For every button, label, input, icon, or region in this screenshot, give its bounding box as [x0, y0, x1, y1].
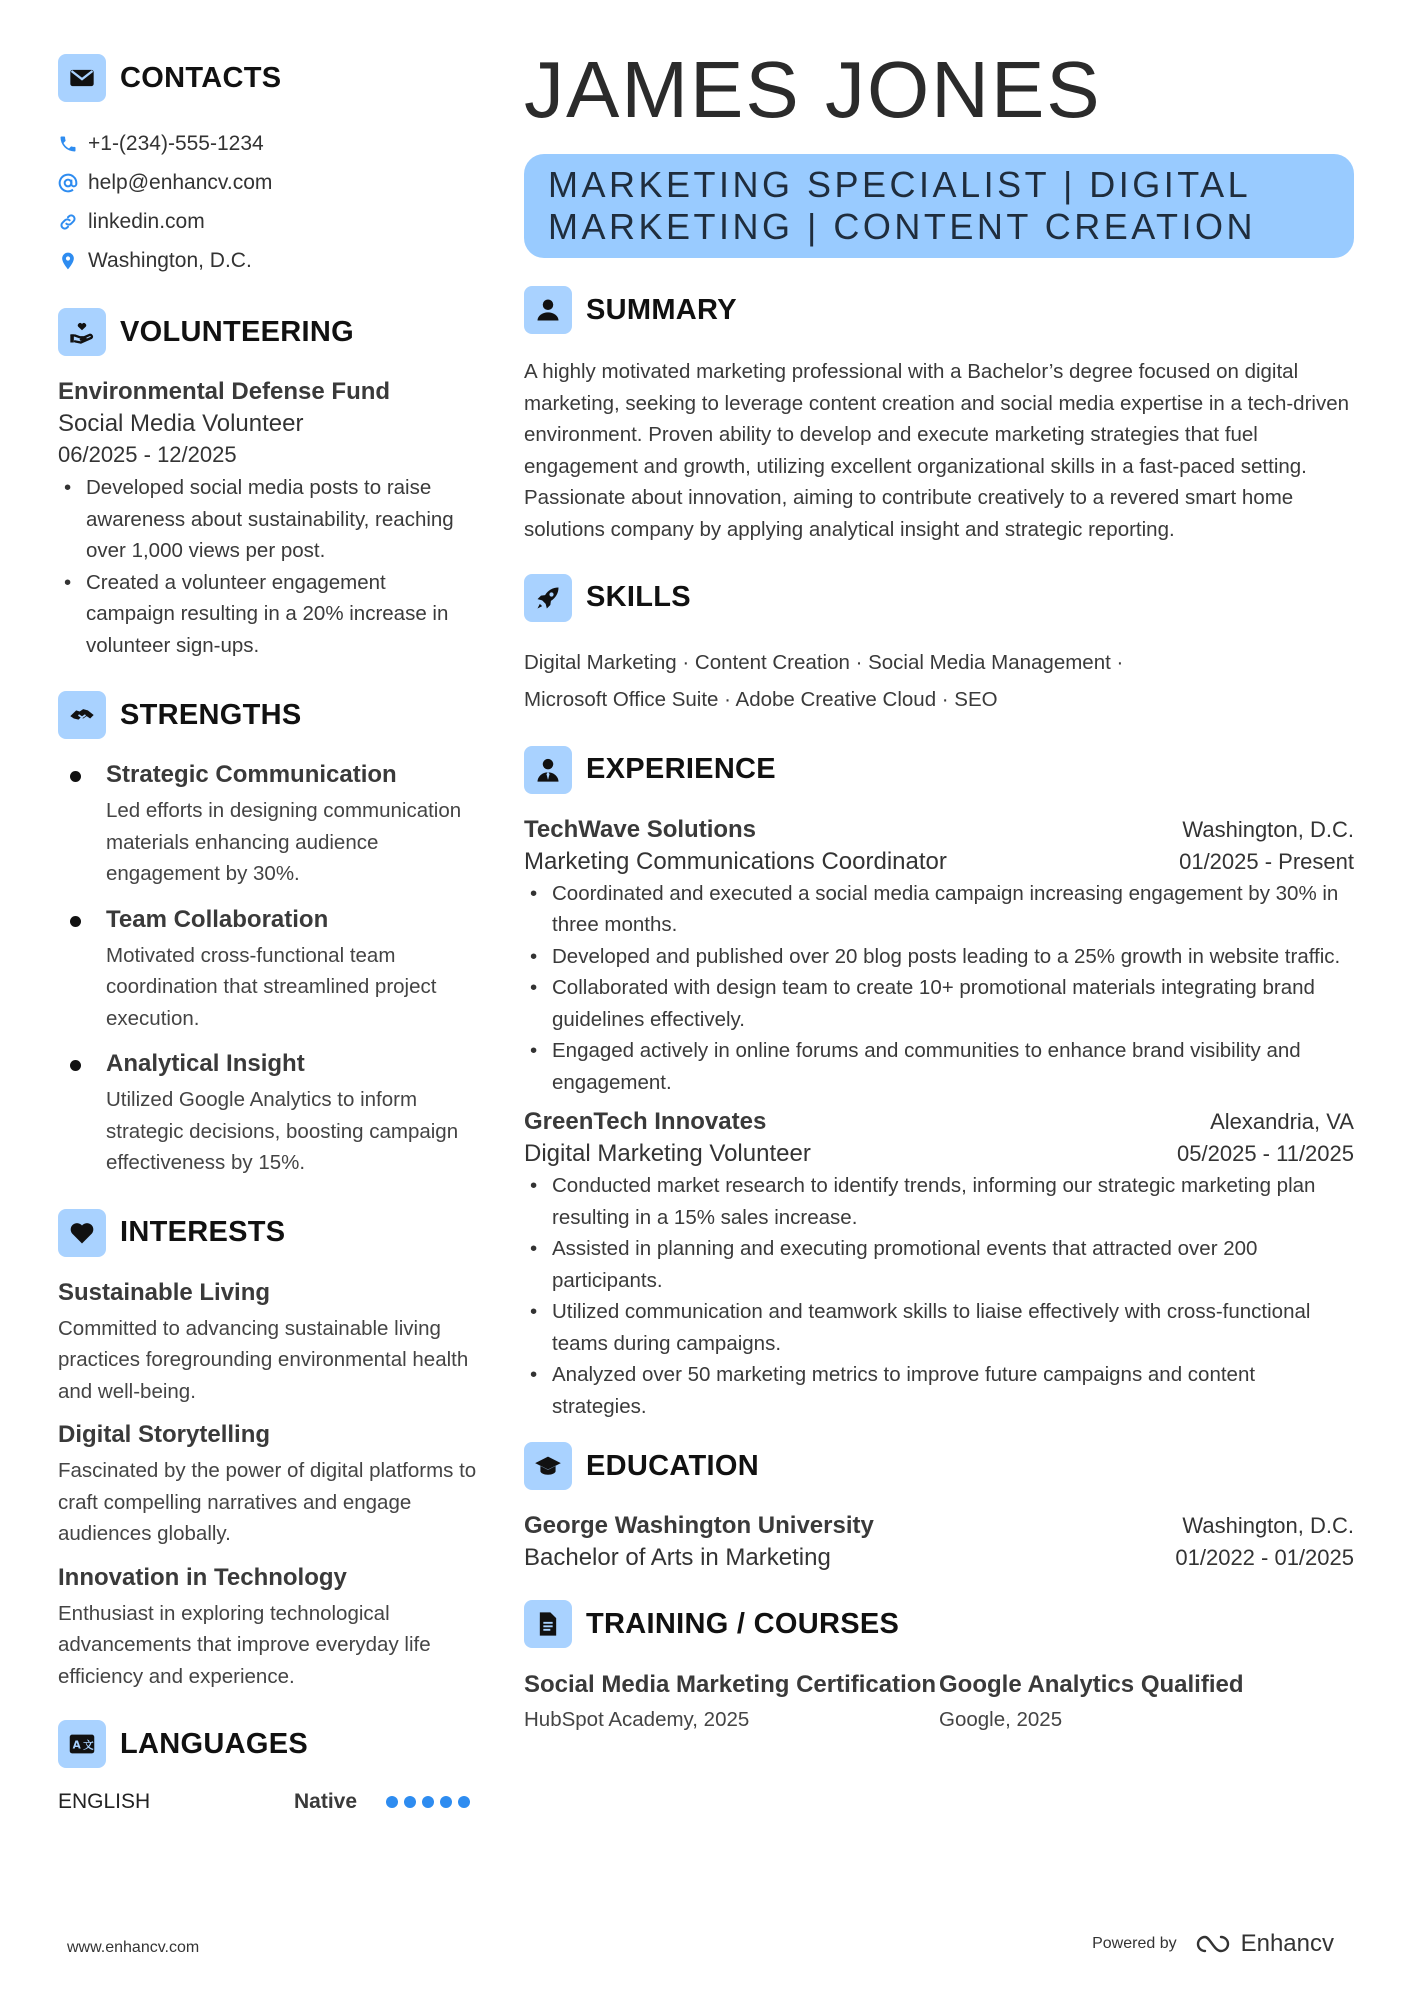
job-role: Marketing Communications Coordinator: [524, 847, 947, 875]
strength-desc: Led efforts in designing communication materials enhancing audience engagement by 30%.: [106, 799, 462, 885]
footer-website[interactable]: www.enhancv.com: [67, 1939, 200, 1956]
strength-title: Analytical Insight: [106, 1050, 305, 1077]
interest-title: Digital Storytelling: [58, 1421, 271, 1448]
contacts-section: [58, 54, 478, 280]
training-header: [524, 1600, 1354, 1648]
left-column: [58, 54, 478, 1840]
experience-entry: [524, 816, 1354, 1099]
enhancv-logo-icon: [1191, 1931, 1235, 1957]
interest-desc: Enthusiast in exploring technological advancements that improve everyday life efficiency and experience.: [58, 1601, 431, 1688]
job-role: Digital Marketing Volunteer: [524, 1140, 811, 1168]
job-location: Alexandria, VA: [1210, 1109, 1354, 1135]
proficiency-dot: [440, 1796, 452, 1808]
hand-heart-icon: [58, 308, 106, 356]
list-item: • Coordinated and executed a social media campaign increasing engagement by 30% in three months.: [524, 878, 1354, 941]
skills-list: [524, 644, 1354, 718]
section-title: SKILLS: [586, 581, 691, 614]
job-location: Washington, D.C.: [1182, 816, 1354, 842]
language-proficiency-dots: [386, 1796, 470, 1808]
strength-item: [58, 761, 478, 890]
strength-title: Strategic Communication: [106, 761, 397, 788]
location-text: Washington, D.C.: [88, 248, 252, 272]
brand-name: Enhancv: [1240, 1930, 1334, 1957]
document-icon: [524, 1600, 572, 1648]
contact-phone[interactable]: [58, 124, 478, 163]
section-title: INTERESTS: [120, 1216, 286, 1248]
svg-text:A: A: [72, 1739, 81, 1752]
degree: Bachelor of Arts in Marketing: [524, 1544, 831, 1572]
interest-item: [58, 1564, 478, 1693]
experience-row: [524, 1108, 1354, 1136]
strength-item: [58, 1050, 478, 1179]
svg-text:文: 文: [83, 1739, 94, 1752]
graduation-cap-icon: [524, 1442, 572, 1490]
section-title: EDUCATION: [586, 1449, 759, 1482]
list-item: • Collaborated with design team to create 10+ promotional materials integrating brand guidelines effectively.: [524, 972, 1354, 1035]
experience-section: [524, 746, 1354, 1423]
course-provider: HubSpot Academy, 2025: [524, 1708, 750, 1732]
phone-icon: [58, 134, 78, 154]
right-column: [524, 45, 1354, 1760]
handshake-icon: [58, 691, 106, 739]
company-name: GreenTech Innovates: [524, 1108, 767, 1136]
powered-by-label: Powered by: [1092, 1935, 1177, 1952]
user-icon: [524, 286, 572, 334]
skills-section: [524, 574, 1354, 718]
interest-desc: Committed to advancing sustainable living practices foregrounding environmental health and well-being.: [58, 1316, 469, 1403]
course-item: [524, 1670, 939, 1732]
bullet-dot: [70, 916, 81, 927]
volunteering-header: [58, 308, 478, 356]
education-dates: 01/2022 - 01/2025: [1175, 1545, 1354, 1571]
job-dates: 05/2025 - 11/2025: [1177, 1141, 1354, 1167]
volunteering-section: [58, 308, 478, 661]
section-title: CONTACTS: [120, 61, 282, 94]
proficiency-dot: [386, 1796, 398, 1808]
heart-icon: [58, 1209, 106, 1257]
bullet-dot: [70, 1060, 81, 1071]
linkedin-text: linkedin.com: [88, 209, 205, 233]
experience-header: [524, 746, 1354, 794]
email-text: help@enhancv.com: [88, 170, 273, 194]
skills-line: Microsoft Office Suite · Adobe Creative Cloud · SEO: [524, 687, 998, 711]
education-header: [524, 1442, 1354, 1490]
education-row: [524, 1512, 1354, 1540]
volunteer-role: Social Media Volunteer: [58, 410, 304, 437]
list-item: • Engaged actively in online forums and communities to enhance brand visibility and engagement.: [524, 1035, 1354, 1098]
proficiency-dot: [422, 1796, 434, 1808]
contact-email[interactable]: [58, 163, 478, 202]
volunteer-org: Environmental Defense Fund: [58, 378, 391, 405]
experience-row: [524, 848, 1354, 876]
summary-section: [524, 286, 1354, 546]
interest-desc: Fascinated by the power of digital platforms to craft compelling narratives and engage audiences globally.: [58, 1459, 477, 1545]
interests-section: [58, 1209, 478, 1693]
strength-title: Team Collaboration: [106, 905, 329, 933]
company-name: TechWave Solutions: [524, 815, 757, 843]
interest-title: Sustainable Living: [58, 1278, 271, 1306]
education-row: [524, 1544, 1354, 1572]
experience-entry: [524, 1108, 1354, 1422]
skills-line: Digital Marketing · Content Creation · Social Media Management ·: [524, 650, 1124, 674]
language-row: [58, 1790, 478, 1814]
interest-item: [58, 1279, 478, 1408]
section-title: TRAINING / COURSES: [586, 1607, 900, 1640]
proficiency-dot: [404, 1796, 416, 1808]
language-level: Native: [294, 1790, 358, 1813]
school-location: Washington, D.C.: [1182, 1513, 1354, 1539]
strength-desc: Utilized Google Analytics to inform strategic decisions, boosting campaign effectiveness by 15%.: [106, 1088, 459, 1174]
education-section: [524, 1442, 1354, 1572]
footer-branding[interactable]: [1092, 1930, 1334, 1958]
candidate-name: JAMES JONES: [524, 45, 1102, 134]
at-icon: [58, 173, 78, 193]
experience-row: [524, 816, 1354, 844]
volunteer-dates: 06/2025 - 12/2025: [58, 442, 237, 467]
interest-item: [58, 1421, 478, 1550]
interests-header: [58, 1209, 478, 1257]
section-title: VOLUNTEERING: [120, 315, 354, 348]
map-pin-icon: [58, 251, 78, 271]
course-list: [524, 1670, 1354, 1732]
summary-header: [524, 286, 1354, 334]
list-item: • Conducted market research to identify trends, informing our strategic marketing plan resulting in a 15% sales increase.: [524, 1170, 1354, 1233]
translate-icon: [58, 1720, 106, 1768]
section-title: EXPERIENCE: [586, 753, 776, 786]
section-title: LANGUAGES: [120, 1727, 308, 1760]
strength-desc: Motivated cross-functional team coordination that streamlined project execution.: [106, 943, 437, 1030]
experience-row: [524, 1140, 1354, 1168]
job-bullets: [524, 1170, 1354, 1422]
skills-header: [524, 574, 1354, 622]
list-item: • Utilized communication and teamwork skills to liaise effectively with cross-functional teams during campaigns.: [524, 1296, 1354, 1359]
strength-item: [58, 906, 478, 1035]
link-icon: [58, 212, 78, 232]
envelope-icon: [58, 54, 106, 102]
rocket-icon: [524, 574, 572, 622]
proficiency-dot: [458, 1796, 470, 1808]
language-name: ENGLISH: [58, 1790, 151, 1813]
contacts-header: [58, 54, 478, 102]
job-dates: 01/2025 - Present: [1179, 848, 1354, 874]
headline-banner: MARKETING SPECIALIST | DIGITAL MARKETING | CONTENT CREATION: [524, 154, 1354, 258]
school-name: George Washington University: [524, 1512, 874, 1540]
course-item: [939, 1670, 1354, 1732]
bullet-dot: [70, 771, 81, 782]
brand-logo: [1191, 1930, 1334, 1958]
volunteer-bullets: [58, 472, 478, 661]
section-title: SUMMARY: [586, 293, 737, 326]
strengths-section: [58, 691, 478, 1179]
languages-section: [58, 1720, 478, 1814]
job-bullets: [524, 878, 1354, 1099]
list-item: • Analyzed over 50 marketing metrics to improve future campaigns and content strategies.: [524, 1359, 1354, 1422]
summary-text: A highly motivated marketing professional with a Bachelor’s degree focused on digital marketing, seeking to leverage content creation and social media expertise in a tech-driven environment. Proven ability to develop and execute marketing strategies that fuel engagement and growth, utilizing excellent organizational skills in a fast-paced setting. Passionate about innovation, aiming to contribute creatively to a revered smart home solutions company by applying analytical insight and strategic reporting.: [524, 360, 1350, 541]
contact-location: [58, 241, 478, 280]
training-section: [524, 1600, 1354, 1732]
list-item: • Created a volunteer engagement campaign resulting in a 20% increase in volunteer sign-ups.: [58, 567, 478, 662]
person-tie-icon: [524, 746, 572, 794]
course-title: Social Media Marketing Certification: [524, 1671, 937, 1699]
course-provider: Google, 2025: [939, 1708, 1063, 1732]
course-title: Google Analytics Qualified: [939, 1671, 1244, 1699]
list-item: • Developed and published over 20 blog posts leading to a 25% growth in website traffic.: [524, 941, 1354, 973]
languages-header: [58, 1720, 478, 1768]
section-title: STRENGTHS: [120, 698, 302, 731]
strengths-header: [58, 691, 478, 739]
list-item: • Developed social media posts to raise awareness about sustainability, reaching over 1,000 views per post.: [58, 472, 478, 567]
contact-linkedin[interactable]: [58, 202, 478, 241]
phone-text: +1-(234)-555-1234: [88, 131, 264, 155]
list-item: • Assisted in planning and executing promotional events that attracted over 200 participants.: [524, 1233, 1354, 1296]
interest-title: Innovation in Technology: [58, 1563, 347, 1591]
